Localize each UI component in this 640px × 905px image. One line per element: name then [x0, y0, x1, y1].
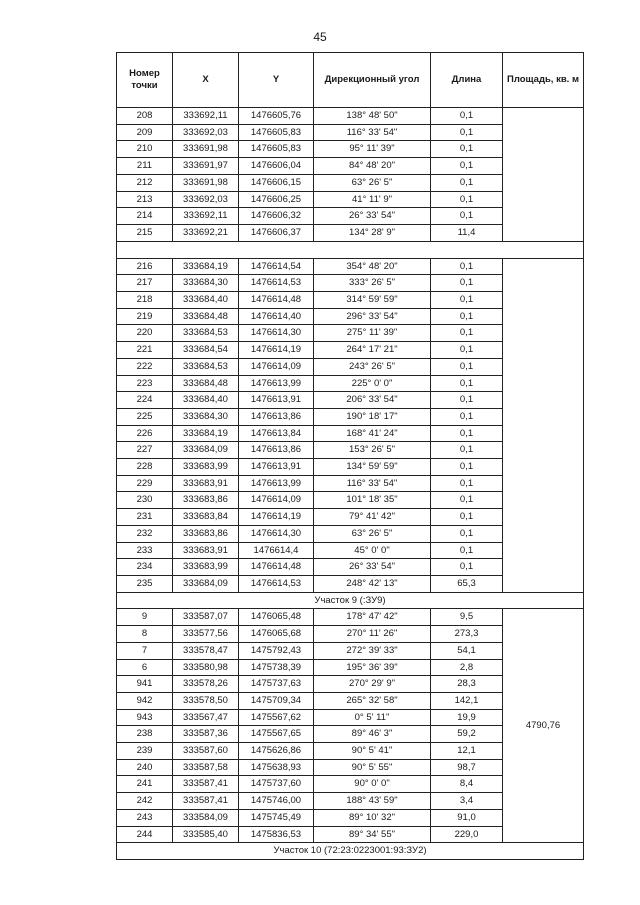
y-cell: 1476613,84 [239, 425, 314, 442]
length-cell: 0,1 [431, 559, 503, 576]
y-cell: 1475836,53 [239, 826, 314, 843]
length-cell: 0,1 [431, 475, 503, 492]
section-9-row [117, 592, 584, 609]
x-cell: 333684,30 [173, 408, 239, 425]
point-number-cell: 216 [117, 258, 173, 275]
header-y: Y [239, 53, 314, 108]
point-number-cell: 217 [117, 275, 173, 292]
y-cell: 1475567,62 [239, 709, 314, 726]
length-cell: 0,1 [431, 191, 503, 208]
angle-cell: 333° 26' 5" [314, 275, 431, 292]
x-cell: 333684,09 [173, 442, 239, 459]
angle-cell: 90° 5' 55" [314, 759, 431, 776]
y-cell: 1476605,76 [239, 108, 314, 125]
length-cell: 0,1 [431, 408, 503, 425]
y-cell: 1475746,00 [239, 793, 314, 810]
angle-cell: 188° 43' 59" [314, 793, 431, 810]
angle-cell: 195° 36' 39" [314, 659, 431, 676]
point-number-cell: 218 [117, 292, 173, 309]
x-cell: 333587,58 [173, 759, 239, 776]
point-number-cell: 215 [117, 224, 173, 241]
y-cell: 1476614,4 [239, 542, 314, 559]
point-number-cell: 208 [117, 108, 173, 125]
y-cell: 1476605,83 [239, 124, 314, 141]
y-cell: 1476614,53 [239, 275, 314, 292]
length-cell: 59,2 [431, 726, 503, 743]
point-number-cell: 233 [117, 542, 173, 559]
x-cell: 333683,86 [173, 525, 239, 542]
point-number-cell: 230 [117, 492, 173, 509]
length-cell: 0,1 [431, 158, 503, 175]
angle-cell: 41° 11' 9" [314, 191, 431, 208]
y-cell: 1475709,34 [239, 692, 314, 709]
point-number-cell: 941 [117, 676, 173, 693]
y-cell: 1475567,65 [239, 726, 314, 743]
point-number-cell: 225 [117, 408, 173, 425]
point-number-cell: 226 [117, 425, 173, 442]
angle-cell: 45° 0' 0" [314, 542, 431, 559]
length-cell: 28,3 [431, 676, 503, 693]
x-cell: 333578,26 [173, 676, 239, 693]
point-number-cell: 222 [117, 358, 173, 375]
point-number-cell: 228 [117, 459, 173, 476]
angle-cell: 225° 0' 0" [314, 375, 431, 392]
x-cell: 333587,41 [173, 793, 239, 810]
x-cell: 333691,98 [173, 174, 239, 191]
x-cell: 333683,99 [173, 459, 239, 476]
x-cell: 333692,11 [173, 208, 239, 225]
angle-cell: 248° 42' 13" [314, 575, 431, 592]
x-cell: 333684,48 [173, 308, 239, 325]
angle-cell: 354° 48' 20" [314, 258, 431, 275]
angle-cell: 84° 48' 20" [314, 158, 431, 175]
y-cell: 1475738,39 [239, 659, 314, 676]
length-cell: 0,1 [431, 375, 503, 392]
y-cell: 1476614,09 [239, 492, 314, 509]
angle-cell: 89° 10' 32" [314, 809, 431, 826]
length-cell: 0,1 [431, 208, 503, 225]
angle-cell: 153° 26' 5" [314, 442, 431, 459]
x-cell: 333692,11 [173, 108, 239, 125]
length-cell: 19,9 [431, 709, 503, 726]
angle-cell: 89° 46' 3" [314, 726, 431, 743]
angle-cell: 134° 28' 9" [314, 224, 431, 241]
x-cell: 333683,99 [173, 559, 239, 576]
x-cell: 333578,50 [173, 692, 239, 709]
angle-cell: 272° 39' 33" [314, 642, 431, 659]
x-cell: 333684,48 [173, 375, 239, 392]
length-cell: 3,4 [431, 793, 503, 810]
point-number-cell: 232 [117, 525, 173, 542]
x-cell: 333684,30 [173, 275, 239, 292]
point-number-cell: 9 [117, 609, 173, 626]
table-row [117, 609, 584, 626]
angle-cell: 206° 33' 54" [314, 392, 431, 409]
table-body [117, 108, 584, 860]
length-cell: 229,0 [431, 826, 503, 843]
x-cell: 333683,86 [173, 492, 239, 509]
y-cell: 1476606,32 [239, 208, 314, 225]
length-cell: 12,1 [431, 743, 503, 760]
length-cell: 0,1 [431, 342, 503, 359]
x-cell: 333683,91 [173, 542, 239, 559]
x-cell: 333683,91 [173, 475, 239, 492]
length-cell: 0,1 [431, 509, 503, 526]
length-cell: 0,1 [431, 425, 503, 442]
y-cell: 1476614,09 [239, 358, 314, 375]
y-cell: 1476065,48 [239, 609, 314, 626]
x-cell: 333683,84 [173, 509, 239, 526]
angle-cell: 314° 59' 59" [314, 292, 431, 309]
header-x: X [173, 53, 239, 108]
spacer-row [117, 241, 584, 258]
angle-cell: 296° 33' 54" [314, 308, 431, 325]
angle-cell: 63° 26' 5" [314, 525, 431, 542]
point-number-cell: 219 [117, 308, 173, 325]
angle-cell: 89° 34' 55" [314, 826, 431, 843]
length-cell: 54,1 [431, 642, 503, 659]
y-cell: 1476613,86 [239, 442, 314, 459]
header-area: Площадь, кв. м [503, 53, 584, 108]
x-cell: 333587,41 [173, 776, 239, 793]
point-number-cell: 6 [117, 659, 173, 676]
point-number-cell: 243 [117, 809, 173, 826]
length-cell: 142,1 [431, 692, 503, 709]
section-10-row [117, 843, 584, 860]
angle-cell: 90° 5' 41" [314, 743, 431, 760]
angle-cell: 26° 33' 54" [314, 208, 431, 225]
y-cell: 1476614,19 [239, 509, 314, 526]
y-cell: 1476606,04 [239, 158, 314, 175]
length-cell: 0,1 [431, 292, 503, 309]
point-number-cell: 241 [117, 776, 173, 793]
point-number-cell: 212 [117, 174, 173, 191]
length-cell: 0,1 [431, 525, 503, 542]
y-cell: 1476613,91 [239, 459, 314, 476]
x-cell: 333692,03 [173, 124, 239, 141]
point-number-cell: 234 [117, 559, 173, 576]
length-cell: 11,4 [431, 224, 503, 241]
angle-cell: 270° 11' 26" [314, 626, 431, 643]
length-cell: 273,3 [431, 626, 503, 643]
angle-cell: 95° 11' 39" [314, 141, 431, 158]
length-cell: 0,1 [431, 392, 503, 409]
length-cell: 2,8 [431, 659, 503, 676]
area-cell [503, 108, 584, 242]
x-cell: 333691,98 [173, 141, 239, 158]
x-cell: 333584,09 [173, 809, 239, 826]
y-cell: 1476614,30 [239, 325, 314, 342]
angle-cell: 190° 18' 17" [314, 408, 431, 425]
length-cell: 9,5 [431, 609, 503, 626]
x-cell: 333684,53 [173, 325, 239, 342]
y-cell: 1475737,63 [239, 676, 314, 693]
x-cell: 333587,07 [173, 609, 239, 626]
angle-cell: 0° 5' 11" [314, 709, 431, 726]
angle-cell: 116° 33' 54" [314, 475, 431, 492]
length-cell: 0,1 [431, 308, 503, 325]
y-cell: 1476614,30 [239, 525, 314, 542]
point-number-cell: 221 [117, 342, 173, 359]
length-cell: 0,1 [431, 124, 503, 141]
y-cell: 1476613,99 [239, 375, 314, 392]
point-number-cell: 943 [117, 709, 173, 726]
y-cell: 1475737,60 [239, 776, 314, 793]
point-number-cell: 8 [117, 626, 173, 643]
length-cell: 0,1 [431, 325, 503, 342]
y-cell: 1476613,99 [239, 475, 314, 492]
length-cell: 0,1 [431, 442, 503, 459]
length-cell: 65,3 [431, 575, 503, 592]
angle-cell: 101° 18' 35" [314, 492, 431, 509]
x-cell: 333580,98 [173, 659, 239, 676]
length-cell: 0,1 [431, 275, 503, 292]
section-9-row-title: Участок 9 (:ЗУ9) [117, 592, 584, 609]
length-cell: 0,1 [431, 174, 503, 191]
angle-cell: 243° 26' 5" [314, 358, 431, 375]
point-number-cell: 227 [117, 442, 173, 459]
length-cell: 0,1 [431, 459, 503, 476]
angle-cell: 178° 47' 42" [314, 609, 431, 626]
header-direction-angle: Дирекционный угол [314, 53, 431, 108]
length-cell: 0,1 [431, 492, 503, 509]
y-cell: 1476614,54 [239, 258, 314, 275]
table-row [117, 108, 584, 125]
point-number-cell: 223 [117, 375, 173, 392]
header-length: Длина [431, 53, 503, 108]
table-header-row [117, 53, 584, 108]
x-cell: 333578,47 [173, 642, 239, 659]
point-number-cell: 231 [117, 509, 173, 526]
point-number-cell: 240 [117, 759, 173, 776]
angle-cell: 90° 0' 0" [314, 776, 431, 793]
point-number-cell: 209 [117, 124, 173, 141]
table-row [117, 258, 584, 275]
spacer-cell [117, 241, 584, 258]
y-cell: 1475626,86 [239, 743, 314, 760]
y-cell: 1476606,25 [239, 191, 314, 208]
header-point-number: Номер точки [117, 53, 173, 108]
y-cell: 1476614,40 [239, 308, 314, 325]
x-cell: 333684,09 [173, 575, 239, 592]
point-number-cell: 213 [117, 191, 173, 208]
x-cell: 333585,40 [173, 826, 239, 843]
angle-cell: 138° 48' 50" [314, 108, 431, 125]
y-cell: 1475745,49 [239, 809, 314, 826]
point-number-cell: 224 [117, 392, 173, 409]
y-cell: 1476614,53 [239, 575, 314, 592]
angle-cell: 270° 29' 9" [314, 676, 431, 693]
length-cell: 8,4 [431, 776, 503, 793]
angle-cell: 26° 33' 54" [314, 559, 431, 576]
angle-cell: 168° 41' 24" [314, 425, 431, 442]
point-number-cell: 220 [117, 325, 173, 342]
x-cell: 333684,54 [173, 342, 239, 359]
point-number-cell: 229 [117, 475, 173, 492]
length-cell: 91,0 [431, 809, 503, 826]
point-number-cell: 239 [117, 743, 173, 760]
length-cell: 0,1 [431, 258, 503, 275]
length-cell: 0,1 [431, 108, 503, 125]
y-cell: 1476065,68 [239, 626, 314, 643]
y-cell: 1475792,43 [239, 642, 314, 659]
y-cell: 1476613,86 [239, 408, 314, 425]
angle-cell: 116° 33' 54" [314, 124, 431, 141]
x-cell: 333684,53 [173, 358, 239, 375]
angle-cell: 134° 59' 59" [314, 459, 431, 476]
area-cell: 4790,76 [503, 609, 584, 843]
x-cell: 333567,47 [173, 709, 239, 726]
x-cell: 333684,40 [173, 392, 239, 409]
point-number-cell: 214 [117, 208, 173, 225]
angle-cell: 275° 11' 39" [314, 325, 431, 342]
length-cell: 0,1 [431, 141, 503, 158]
page-number: 45 [313, 30, 327, 44]
point-number-cell: 235 [117, 575, 173, 592]
point-number-cell: 242 [117, 793, 173, 810]
section-10-row-title: Участок 10 (72:23:0223001:93:ЗУ2) [117, 843, 584, 860]
x-cell: 333684,19 [173, 425, 239, 442]
x-cell: 333692,03 [173, 191, 239, 208]
y-cell: 1476614,48 [239, 559, 314, 576]
x-cell: 333684,40 [173, 292, 239, 309]
x-cell: 333684,19 [173, 258, 239, 275]
y-cell: 1476606,37 [239, 224, 314, 241]
y-cell: 1476606,15 [239, 174, 314, 191]
area-cell [503, 258, 584, 592]
point-number-cell: 7 [117, 642, 173, 659]
y-cell: 1476605,83 [239, 141, 314, 158]
length-cell: 98,7 [431, 759, 503, 776]
point-number-cell: 942 [117, 692, 173, 709]
x-cell: 333587,60 [173, 743, 239, 760]
y-cell: 1475638,93 [239, 759, 314, 776]
y-cell: 1476614,48 [239, 292, 314, 309]
x-cell: 333587,36 [173, 726, 239, 743]
y-cell: 1476614,19 [239, 342, 314, 359]
point-number-cell: 210 [117, 141, 173, 158]
x-cell: 333691,97 [173, 158, 239, 175]
angle-cell: 79° 41' 42" [314, 509, 431, 526]
point-number-cell: 238 [117, 726, 173, 743]
x-cell: 333577,56 [173, 626, 239, 643]
point-number-cell: 211 [117, 158, 173, 175]
angle-cell: 265° 32' 58" [314, 692, 431, 709]
point-number-cell: 244 [117, 826, 173, 843]
coordinates-table [116, 52, 584, 860]
length-cell: 0,1 [431, 358, 503, 375]
angle-cell: 264° 17' 21" [314, 342, 431, 359]
x-cell: 333692,21 [173, 224, 239, 241]
angle-cell: 63° 26' 5" [314, 174, 431, 191]
y-cell: 1476613,91 [239, 392, 314, 409]
length-cell: 0,1 [431, 542, 503, 559]
